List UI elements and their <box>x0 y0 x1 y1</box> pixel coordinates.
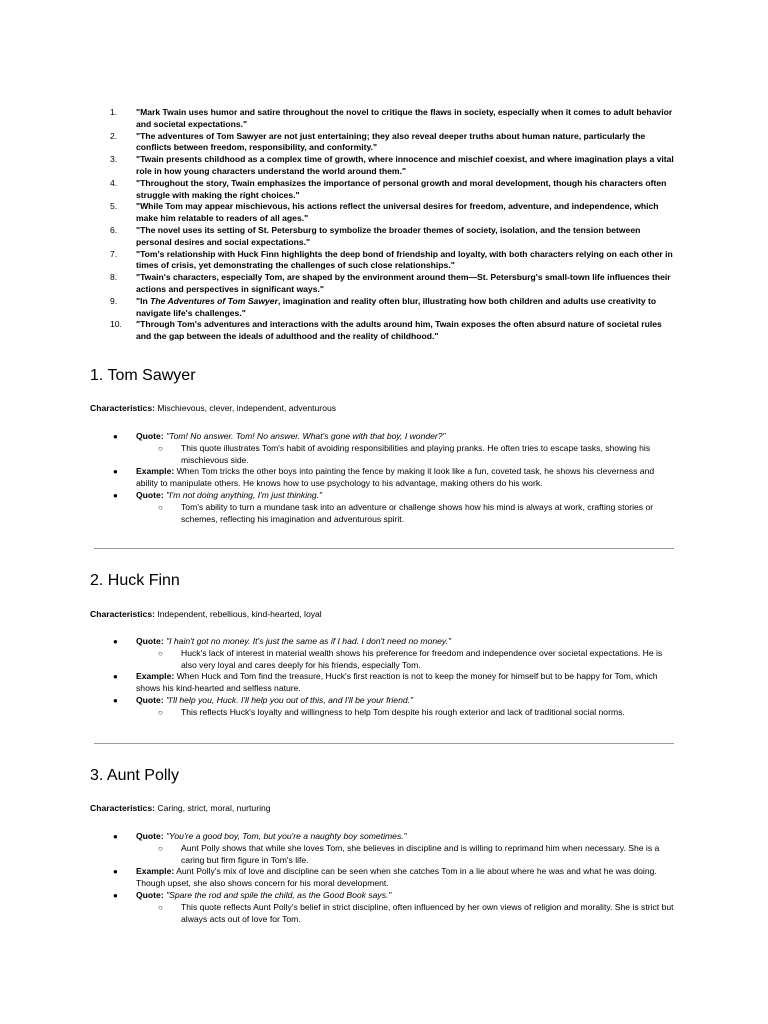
bullet-icon: ● <box>113 432 118 441</box>
section-bullets <box>0 636 768 719</box>
list-item: 6. "The novel uses its setting of St. Petersburg to symbolize the broader themes of society, isolation, and the tension between personal desires and social expectations." <box>110 224 641 247</box>
sub-item: ○ Tom's ability to turn a mundane task into an adventure or challenge shows how his mind is always at work, crafting stories or schemes, reflecting his imagination and adventurous spirit. <box>158 501 654 524</box>
sub-item: ○ This quote reflects Aunt Polly's belief in strict discipline, often influenced by her own views of religion and morality. She is strict but always acts out of love for Tom. <box>158 901 674 924</box>
section-divider <box>94 743 674 744</box>
bullet-icon: ● <box>113 637 118 646</box>
list-item: 3. "Twain presents childhood as a complex time of growth, where innocence and mischief coexist, and where imagination plays a vital role in how young characters understand the world around them." <box>110 154 674 176</box>
circle-bullet-icon: ○ <box>158 843 163 853</box>
characteristics-line: Characteristics: Independent, rebellious, kind-hearted, loyal <box>90 609 322 619</box>
circle-bullet-icon: ○ <box>158 443 163 453</box>
section-bullets <box>0 831 768 925</box>
example-item: ● Example: Aunt Polly's mix of love and discipline can be seen when she catches Tom in a lie about where he was and what he was doing. Though upset, she also shows concern for his moral development. <box>113 866 657 889</box>
circle-bullet-icon: ○ <box>158 648 163 658</box>
bullet-icon: ● <box>113 490 118 500</box>
quote-item: ● Quote: "You're a good boy, Tom, but you're a naughty boy sometimes." ○ Aunt Polly shows that while she loves Tom, she believes in discipline and is willing to reprimand him when necessary. She is a caring but firm figure in Tom's life. <box>0 831 674 866</box>
section-heading-aunt-polly: 3. Aunt Polly <box>90 767 179 784</box>
section-divider <box>94 548 674 549</box>
section-heading-huck-finn: 2. Huck Finn <box>90 572 180 589</box>
list-item: 10. "Through Tom's adventures and interactions with the adults around him, Twain exposes the often absurd nature of societal rules and the gap between the ideals of adulthood and the reality of childhood." <box>110 319 662 342</box>
list-item: 1. "Mark Twain uses humor and satire throughout the novel to critique the flaws in society, especially when it comes to adult behavior and societal expectations." <box>110 107 673 129</box>
sub-item: ○ This quote illustrates Tom's habit of avoiding responsibilities and playing pranks. He often tries to escape tasks, showing his mischievous side. <box>158 442 651 465</box>
sub-item: ○ Aunt Polly shows that while she loves Tom, she believes in discipline and is willing to reprimand him when necessary. She is a caring but firm figure in Tom's life. <box>158 842 660 865</box>
quote-item: ● Quote: "I'm not doing anything, I'm just thinking." ○ Tom's ability to turn a mundane task into an adventure or challenge shows how his mind is always at work, crafting stories or schemes, reflecting his imagination and adventurous spirit. <box>0 490 674 525</box>
bullet-icon: ● <box>113 832 118 841</box>
thesis-list <box>0 107 768 343</box>
circle-bullet-icon: ○ <box>158 902 163 912</box>
book-title: The Adventures of Tom Sawyer <box>150 295 278 306</box>
quote-item: ● Quote: "Tom! No answer. Tom! No answer. What's gone with that boy, I wonder?" ○ This quote illustrates Tom's habit of avoiding responsibilities and playing pranks. He often tries to escape tasks, showing his mischievous side. <box>0 431 674 466</box>
bullet-icon: ● <box>113 695 118 705</box>
bullet-icon: ● <box>113 890 118 900</box>
characteristics-line: Characteristics: Caring, strict, moral, nurturing <box>90 803 271 813</box>
list-item: 8. "Twain's characters, especially Tom, are shaped by the environment around them—St. Petersburg's small-town life influences their actions and perspectives in significant ways." <box>110 272 671 294</box>
quote-item: ● Quote: "I'll help you, Huck. I'll help you out of this, and I'll be your friend." ○ This reflects Huck's loyalty and willingness to help Tom despite his rough exterior and lack of traditional social norms. <box>0 695 674 719</box>
sub-item: ○ This reflects Huck's loyalty and willingness to help Tom despite his rough exterior and lack of traditional social norms. <box>158 706 625 717</box>
section-bullets <box>0 431 768 525</box>
list-item: 5. "While Tom may appear mischievous, his actions reflect the universal desires for freedom, adventure, and independence, which make him relatable to readers of all ages." <box>110 201 659 224</box>
bullet-icon: ● <box>113 672 118 682</box>
quote-item: ● Quote: "I hain't got no money. It's just the same as if I had. I don't need no money." ○ Huck's lack of interest in material wealth shows his preference for freedom and independence over societal expectations. He is also very loyal and cares deeply for his friends, especially Tom. <box>0 636 674 671</box>
list-item: 4. "Throughout the story, Twain emphasizes the importance of personal growth and moral development, though his characters often struggle with making the right choices." <box>110 177 667 200</box>
quote-item: ● Quote: "Spare the rod and spile the child, as the Good Book says." ○ This quote reflects Aunt Polly's belief in strict discipline, often influenced by her own views of religion and morality. She is strict but always acts out of love for Tom. <box>113 889 674 924</box>
list-item: 2. "The adventures of Tom Sawyer are not just entertaining; they also reveal deeper truths about human nature, particularly the conflicts between freedom, responsibility, and conformity." <box>110 130 646 153</box>
circle-bullet-icon: ○ <box>158 707 163 717</box>
example-item: ● Example: When Huck and Tom find the treasure, Huck's first reaction is not to keep the money for himself but to be happy for Tom, which shows his kind-hearted and selfless nature. <box>113 671 658 694</box>
section-heading-tom-sawyer: 1. Tom Sawyer <box>90 367 196 384</box>
circle-bullet-icon: ○ <box>158 502 163 512</box>
example-item: ● Example: When Tom tricks the other boys into painting the fence by making it look like a fun, coveted task, he shows his cleverness and ability to manipulate others. He knows how to use psychology to his advantage, making others do his work. <box>113 466 655 489</box>
list-item: 7. "Tom's relationship with Huck Finn highlights the deep bond of friendship and loyalty, with both characters relying on each other in times of crisis, yet demonstrating the challenges of such close relationships." <box>110 248 673 271</box>
bullet-icon: ● <box>113 467 118 477</box>
sub-item: ○ Huck's lack of interest in material wealth shows his preference for freedom and independence over societal expectations. He is also very loyal and cares deeply for his friends, especially Tom. <box>158 647 663 670</box>
characteristics-line: Characteristics: Mischievous, clever, independent, adventurous <box>90 403 337 413</box>
list-item: 9. "In The Adventures of Tom Sawyer, imagination and reality often blur, illustrating how both children and adults use creativity to navigate life's challenges." <box>110 295 657 318</box>
bullet-icon: ● <box>113 867 118 877</box>
